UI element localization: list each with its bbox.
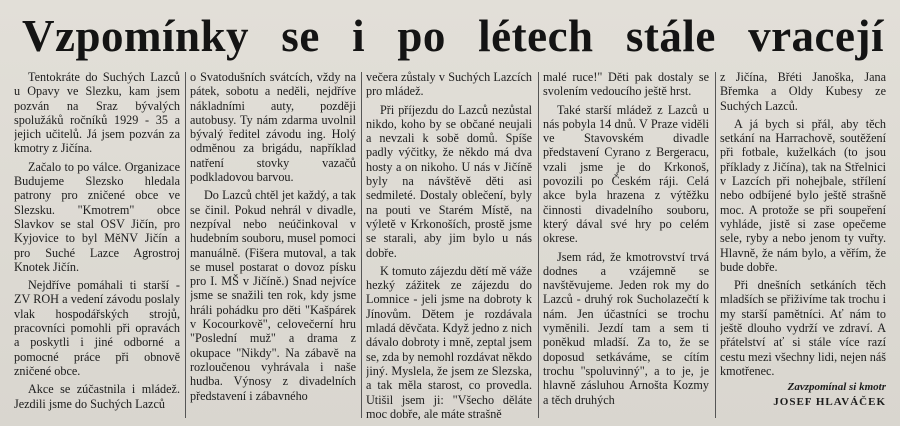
column-5 <box>720 70 886 422</box>
paragraph: Také starší mládež z Lazců u nás pobyla 14 dnů. V Praze viděli ve Stavovském divadle představení Cyrano z Bergeracu, vzali jsme je do Krkonoš, povozili po Českém ráji. Celá akce byla hrazena z výtěžku činnosti divadelního souboru, který dával své hry po celém okrese. <box>543 102 709 246</box>
headline: Vzpomínky se i po létech stále vracejí <box>22 11 884 61</box>
paragraph: Akce se zúčastnila i mládež. Jezdili jsme do Suchých Lazců <box>14 382 180 411</box>
column-rule <box>715 72 716 418</box>
author-name: JOSEF HLAVÁČEK <box>773 395 886 408</box>
paragraph: Při dnešních setkáních těch mladších se přiživíme tak trochu i my starší pamětníci. Ať nám to ještě dlouho vydrží ve zdraví. A přátelství ať si stále více razí cestu mezi všechny lidi, nejen náš kmotřenec. <box>720 278 886 378</box>
paragraph: o Svatodušních svátcích, vždy na pátek, sobotu a neděli, nejdříve nákladními auty, později autobusy. Ty nám zdarma uvolnil bývalý ředitel závodu ing. Holý odměnou za brigádu, například natření stovky vazačů podkladovou barvou. <box>190 70 356 185</box>
column-rule <box>361 72 362 418</box>
paragraph: z Jičína, Břéti Janoška, Jana Břemka a Oldy Kubesy ze Suchých Lazců. <box>720 70 886 113</box>
signature-line: Zavzpomínal si kmotr <box>787 381 886 394</box>
paragraph: malé ruce!" Děti pak dostaly se svolením vedoucího ještě hrst. <box>543 70 709 99</box>
paragraph: K tomuto zájezdu dětí mě váže hezký zážitek ze zájezdu do Lomnice - jeli jsme na dobroty k Jínovům. Dětem je rozdávala mladá děvčata. Když jedno z nich dávalo dobroty i mně, zeptal jsem se, zda by nemohl rozdávat někdo jiný. Myslela, že jsem ze Slezska, a tak měla starost, co provedla. Utišil jsem ji: "Všecho děláte moc dobře, ale máte strašně <box>366 263 532 421</box>
paragraph: Do Lazců chtěl jet každý, a tak se činil. Pokud nehrál v divadle, nezpíval nebo neúčinkoval v hudebním souboru, musel pomoci manuálně. (Fišera mutoval, a tak se musel postarat o dovoz písku pro I. MŠ v Jičíně.) Snad nejvíce jsme se snažili ten rok, kdy jsme hráli pohádku pro děti "Kašpárek v Kocourkově", celovečerní hru "Poslední muž" a drama z okupace "Nikdy". Na zábavě na rozloučenou vyhrávala i naše hudba. Výnosy z divadelních představení i zábavného <box>190 188 356 403</box>
article-columns <box>14 70 894 422</box>
column-1 <box>14 70 180 422</box>
paragraph: Jsem rád, že kmotrovství trvá dodnes a vzájemně se navštěvujeme. Jeden rok my do Lazců - druhý rok Sucholazečtí k nám. Jen účastníci se trochu vyměnili. Jezdí tam a sem ti poněkud mladší. Za to, že se doposud setkáváme, se cítím trochu "spoluvinný", a to je, je hlavně zásluhou Arnošta Kozmy a těch druhých <box>543 249 709 407</box>
column-rule <box>538 72 539 418</box>
column-4 <box>543 70 709 422</box>
paragraph: Nejdříve pomáhali ti starší - ZV ROH a vedení závodu poslaly vlak hospodářských strojů, pracovníci pomohli při opravách a poskytli i jiné odborné a pomocné práce při obnově zničené obce. <box>14 278 180 378</box>
column-3 <box>366 70 532 422</box>
column-2 <box>190 70 356 422</box>
column-rule <box>185 72 186 418</box>
paragraph: A já bych si přál, aby těch setkání na Harrachově, soutěžení při fotbale, kuželkách (to jsou příklady z Jičína), tak na Střelnici v Lazcích při nohejbale, střílení nebo odbíjené bylo ještě strašně moc. A protože se při soupeření vyhláde, jistě si zase opečeme sele, ryby a nebo jenom ty vuřty. Hlavně, že nám bylo, a věřím, že bude dobře. <box>720 116 886 274</box>
paragraph: Začalo to po válce. Organizace Budujeme Slezsko hledala patrony pro zničené obce ve Slezsku. "Kmotrem" obce Slavkov se stal OSV Jičín, pro Kyjovice to byl MěNV Jičín a pro Suché Lazce Agrostroj Knotek Jičín. <box>14 159 180 274</box>
paragraph: večera zůstaly v Suchých Lazcích pro mládež. <box>366 70 532 99</box>
paragraph: Při příjezdu do Lazců nezůstal nikdo, koho by se občané neujali a nevzali k sobě domů. Spíše padly výčitky, že někdo má dva hosty a on nikoho. U nás v Jičíně byly na návštěvě děti asi sedmileté. Dostaly oblečení, byly na pouti ve Starém Místě, na výletě v Krkonoších, prostě jsme se starali, aby jim bylo u nás dobře. <box>366 102 532 260</box>
paragraph: Tentokráte do Suchých Lazců u Opavy ve Slezku, kam jsem pozván na Sraz bývalých spolužáků ročníků 1929 - 35 a jejich učitelů. Já jsem pozván za kmotry z Jičína. <box>14 70 180 156</box>
